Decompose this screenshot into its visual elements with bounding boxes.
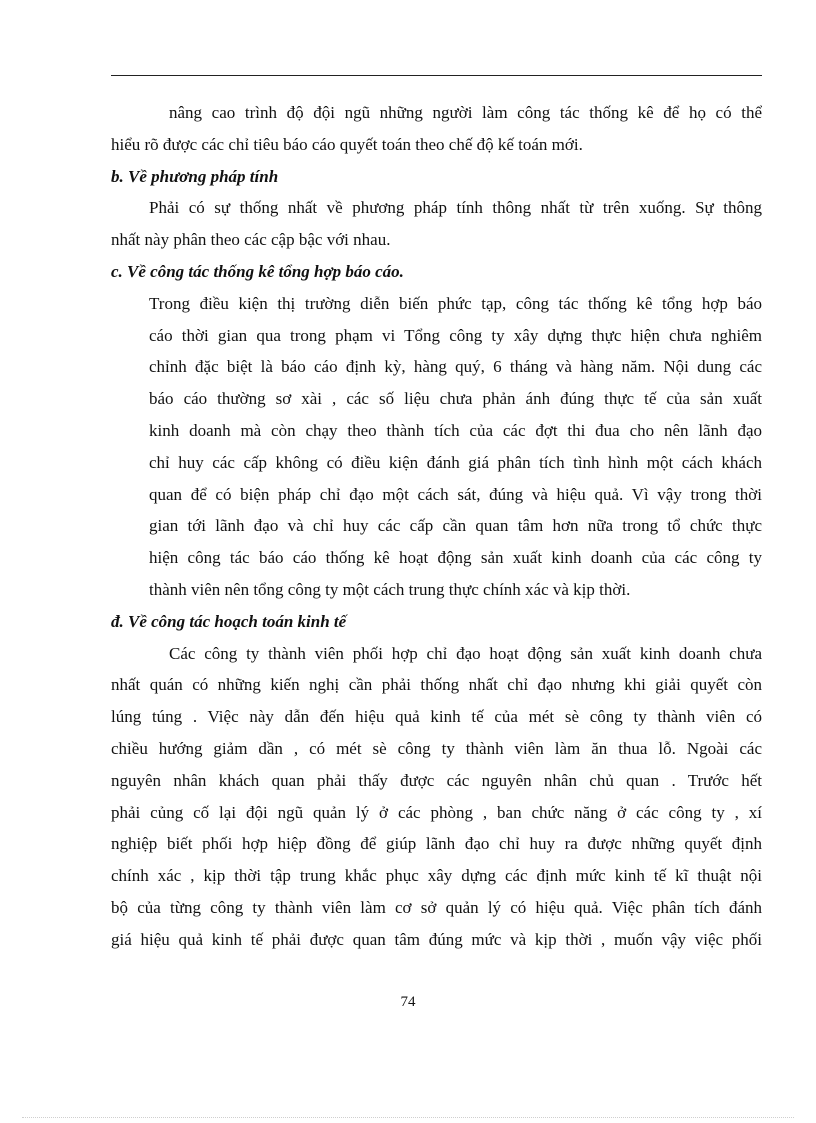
text-line: hiện công tác báo cáo thống kê hoạt động sản xuất kinh doanh của các công ty bbox=[149, 548, 762, 568]
document-body bbox=[111, 97, 762, 956]
section-heading-c: c. Về công tác thống kê tổng hợp báo cáo. bbox=[111, 261, 404, 281]
text-line: chính xác , kịp thời tập trung khắc phục xây dựng các định mức kinh tế kĩ thuật nội bbox=[111, 866, 762, 886]
text-line: báo cáo thường sơ xài , các số liệu chưa phản ánh đúng thực tế của sản xuất bbox=[149, 389, 762, 409]
section-heading-d: đ. Về công tác hoạch toán kinh tế bbox=[111, 611, 347, 631]
text-line: Phải có sự thống nhất về phương pháp tính thông nhất từ trên xuống. Sự thông bbox=[149, 198, 762, 218]
text-line: nguyên nhân khách quan phải thấy được các nguyên nhân chủ quan . Trước hết bbox=[111, 770, 762, 790]
text-line: gian tới lãnh đạo và chỉ huy các cấp cần quan tâm hơn nữa trong tổ chức thực bbox=[149, 516, 762, 536]
text-line: thành viên nên tổng công ty một cách trung thực chính xác và kịp thời. bbox=[149, 579, 631, 599]
paragraph-intro bbox=[111, 97, 762, 161]
text-line: quan để có biện pháp chỉ đạo một cách sát, đúng và hiệu quả. Vì vậy trong thời bbox=[149, 484, 762, 504]
paragraph-statistics bbox=[111, 288, 762, 606]
paragraph-accounting bbox=[111, 638, 762, 956]
text-line: kinh doanh mà còn chạy theo thành tích của các đợt thi đua cho nên lãnh đạo bbox=[149, 420, 762, 440]
text-line: Trong điều kiện thị trường diễn biến phức tạp, công tác thống kê tổng hợp báo bbox=[149, 293, 762, 313]
text-line: nhất quán có những kiến nghị cần phải thống nhất chỉ đạo nhưng khi giải quyết còn bbox=[111, 675, 762, 695]
paragraph-method bbox=[111, 192, 762, 256]
text-line: lúng túng . Việc này dẫn đến hiệu quả kinh tế của mét sè công ty thành viên có bbox=[111, 707, 762, 727]
section-heading-b: b. Về phương pháp tính bbox=[111, 166, 279, 186]
text-line: nhất này phân theo các cập bậc với nhau. bbox=[111, 230, 391, 250]
text-line: giá hiệu quả kinh tế phải được quan tâm đúng mức và kịp thời , muốn vậy việc phối bbox=[111, 929, 762, 949]
footer-dotted-line bbox=[22, 1117, 794, 1118]
text-line: Các công ty thành viên phối hợp chỉ đạo hoạt động sản xuất kinh doanh chưa bbox=[169, 643, 762, 663]
header-rule bbox=[111, 75, 762, 76]
page-number: 74 bbox=[400, 994, 416, 1010]
text-line: phải củng cố lại đội ngũ quản lý ở các phòng , ban chức năng ở các công ty , xí bbox=[111, 802, 762, 822]
text-line: nghiệp biết phối hợp hiệp đồng để giúp lãnh đạo chỉ huy ra được những quyết định bbox=[111, 834, 762, 854]
text-line: cáo thời gian qua trong phạm vi Tổng công ty xây dựng thực hiện chưa nghiêm bbox=[149, 325, 762, 345]
text-line: chỉnh đặc biệt là báo cáo định kỳ, hàng quý, 6 tháng và hàng năm. Nội dung các bbox=[149, 357, 762, 377]
text-line: chiều hướng giảm dần , có mét sè công ty thành viên làm ăn thua lỗ. Ngoài các bbox=[111, 738, 762, 758]
text-line: hiểu rõ được các chỉ tiêu báo cáo quyết toán theo chế độ kế toán mới. bbox=[111, 134, 583, 154]
text-line: nâng cao trình độ đội ngũ những người làm công tác thống kê để họ có thể bbox=[169, 103, 762, 122]
text-line: chỉ huy các cấp không có điều kiện đánh giá phân tích tình hình một cách khách bbox=[149, 452, 762, 472]
text-line: bộ của từng công ty thành viên làm cơ sở quản lý có hiệu quả. Việc phân tích đánh bbox=[111, 897, 762, 917]
